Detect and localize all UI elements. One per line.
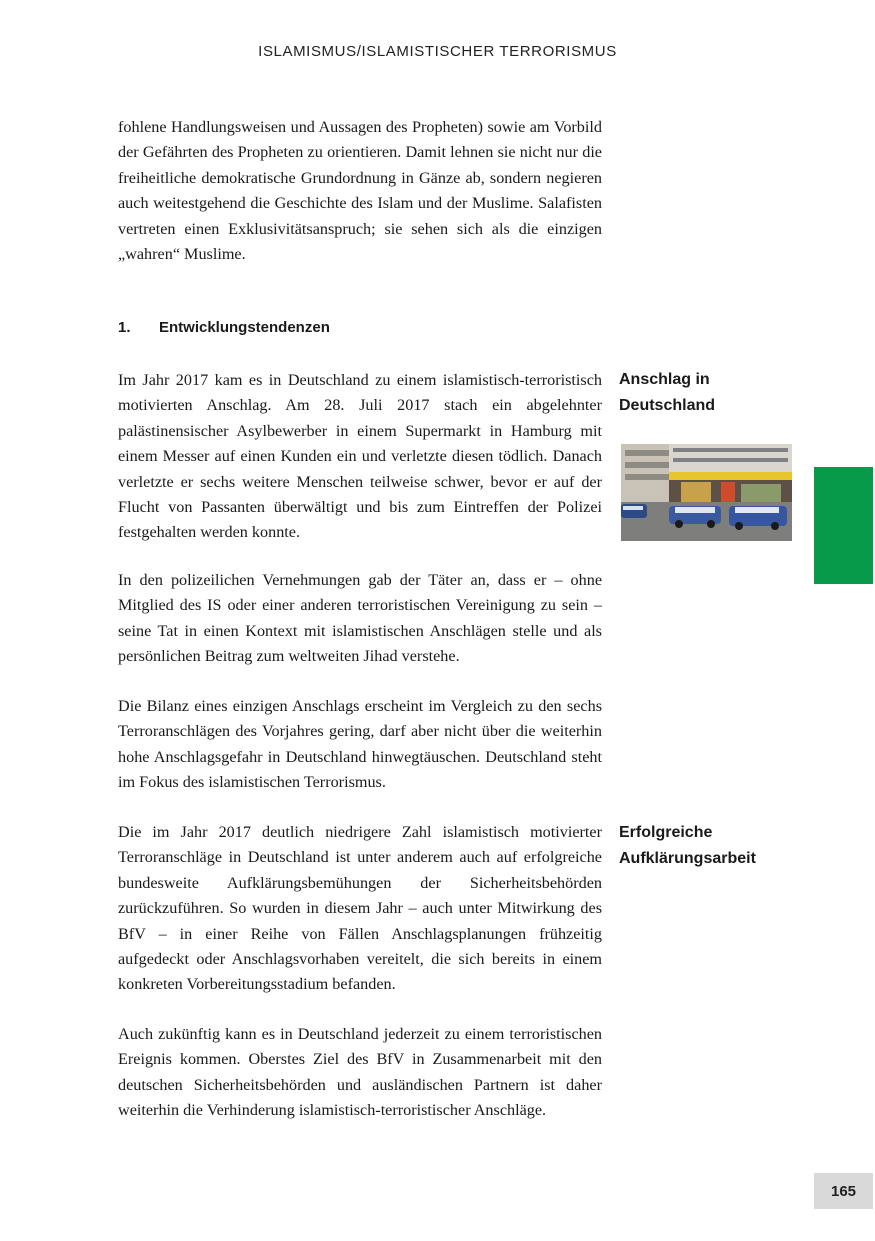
intro-paragraph: fohlene Handlungsweisen und Aussagen des Propheten) sowie am Vorbild der Gefährten des Propheten zu orientieren. Damit lehnen sie nicht nur die freiheitliche demokratische Grundordnung in Gänze ab, sondern negieren auch weitestgehend die Geschichte des Islam und der Muslime. Salafisten vertreten einen Exklusivitätsanspruch; sie sehen sich als die einzigen „wahren“ Muslime. bbox=[118, 118, 602, 264]
margin-note-intelligence-line2: Aufklärungsarbeit bbox=[619, 850, 756, 867]
margin-note-attack bbox=[619, 367, 809, 419]
chapter-marker-tab bbox=[814, 467, 873, 584]
margin-note-attack-line1: Anschlag in bbox=[619, 371, 710, 388]
margin-note-intelligence-line1: Erfolgreiche bbox=[619, 824, 713, 841]
section-number: 1. bbox=[118, 319, 131, 336]
margin-note-attack-line2: Deutschland bbox=[619, 397, 716, 414]
section-heading bbox=[118, 319, 330, 336]
paragraph-interrogation: In den polizeilichen Vernehmungen gab der Täter an, dass er – ohne Mitglied des IS oder einer anderen terroristischen Vereinigung zu sein – seine Tat in einen Kontext mit islamistischen Anschlägen stelle und als persönlichen Beitrag zum weltweiten Jihad verstehe. bbox=[118, 571, 602, 666]
page-number: 165 bbox=[814, 1173, 873, 1209]
paragraph-attack: Im Jahr 2017 kam es in Deutschland zu einem islamistisch-terroristisch motivierten Anschlag. Am 28. Juli 2017 stach ein abgelehnter palästinensischer Asylbewerber in einem Supermarkt in Hamburg mit einem Messer auf einen Kunden ein und verletzte diesen tödlich. Danach verletzte er sechs weitere Menschen teilweise schwer, bevor er auf der Flucht von Passanten überwältigt und bis zum Eintreffen der Polizei festgehalten werden konnte. bbox=[118, 371, 602, 542]
paragraph-future: Auch zukünftig kann es in Deutschland jederzeit zu einem terroristischen Ereignis kommen. Oberstes Ziel des BfV in Zusammenarbeit mit den deutschen Sicherheitsbehörden und ausländischen Partnern ist daher weiterhin die Verhinderung islamistisch-terroristischer Anschläge. bbox=[118, 1025, 602, 1120]
section-title: Entwicklungstendenzen bbox=[159, 319, 330, 336]
paragraph-intelligence: Die im Jahr 2017 deutlich niedrigere Zahl islamistisch motivierter Terroranschläge in Deutschland ist unter anderem auch auf erfolgreiche bundesweite Aufklärungsbemühungen der Sicherheitsbehörden zurückzuführen. So wurden in diesem Jahr – auch unter Mitwirkung des BfV – in einer Reihe von Fällen Anschlagsplanungen frühzeitig aufgedeckt oder Anschlagsvorhaben vereitelt, die sich bereits in einem konkreten Vorbereitungsstadium befanden. bbox=[118, 823, 602, 994]
running-header: ISLAMISMUS/ISLAMISTISCHER TERRORISMUS bbox=[258, 43, 617, 60]
street-scene-photo bbox=[621, 444, 792, 541]
margin-note-intelligence bbox=[619, 820, 809, 872]
paragraph-balance: Die Bilanz eines einzigen Anschlags erscheint im Vergleich zu den sechs Terroranschlägen des Vorjahres gering, darf aber nicht über die weiterhin hohe Anschlagsgefahr in Deutschland hinwegtäuschen. Deutschland steht im Fokus des islamistischen Terrorismus. bbox=[118, 697, 602, 792]
